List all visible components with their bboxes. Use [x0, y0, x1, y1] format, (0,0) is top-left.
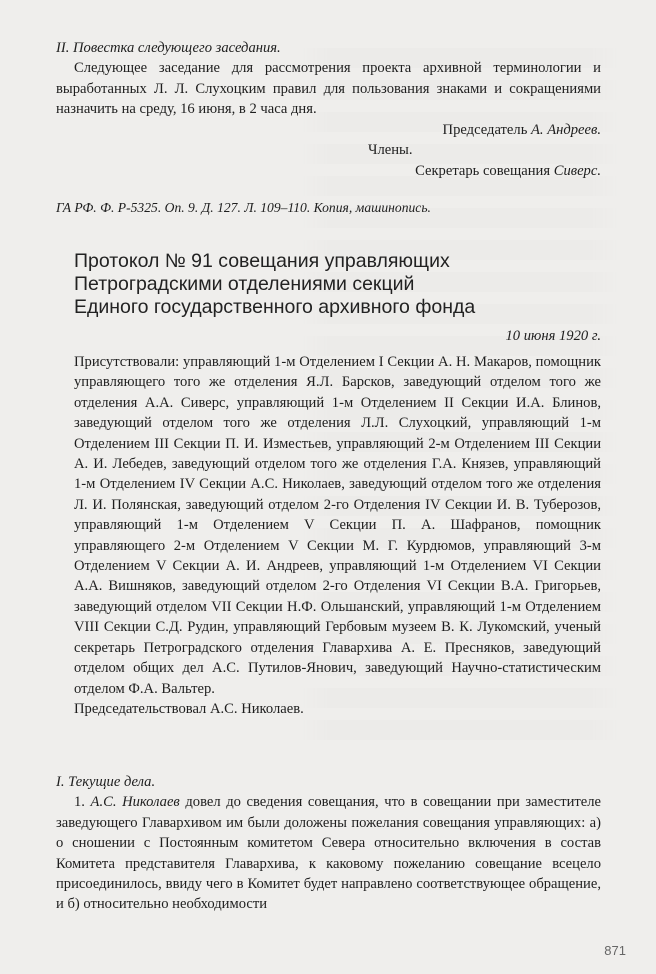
- title-line: Протокол № 91 совещания управляющих: [74, 250, 450, 272]
- chairman-line: [56, 120, 601, 140]
- agenda-section: [56, 38, 601, 120]
- protocol-body: [74, 352, 601, 719]
- protocol-date: 10 июня 1920 г.: [505, 328, 601, 344]
- secretary-prefix: Секретарь совещания: [415, 162, 551, 179]
- secretary-line: [56, 161, 601, 181]
- title-line: Петроградскими отделениями секций: [74, 273, 415, 295]
- secretary-name: Сиверс.: [553, 162, 601, 179]
- agenda-paragraph: Следующее заседание для рассмотрения проекта архивной терминологии и выработанных Л. Л. Слухоцким правил для пользования знаками и сокращениями назначить на среду, 16 июня, в 2 часа дня.: [56, 60, 601, 118]
- chairman-name: А. Андреев.: [531, 122, 601, 138]
- item-1-name: А.С. Николаев: [90, 794, 180, 811]
- item-1-number: 1.: [74, 794, 85, 811]
- item-1-text: довел до сведения совещания, что в совещании при заместителе заведующего Главархивом им были доложены пожелания совещания управляющих: а) о сношении с Постоянным комитетом Севера относительно включения в состав Комитета представителя Главархива, к каковому пожеланию совещание всецело присоединилось, ввиду чего в Комитет будет направлено соответствующее обращение, и б) относительно необходимости: [56, 794, 601, 913]
- archive-source: ГА РФ. Ф. Р-5325. Оп. 9. Д. 127. Л. 109–110. Копия, машинопись.: [56, 200, 431, 215]
- present-list: Присутствовали: управляющий 1-м Отделением I Секции А. Н. Макаров, помощник управляющего того же отделения Я.Л. Барсков, заведующий отделом того же отделения А.А. Сиверс, управляющий 1-м Отделением II Секции И.А. Блинов, заведующий отделом того же отделения Л.Л. Слухоцкий, управляющий 1-м Отделением III Секции П. И. Изместьев, управляющий 2-м Отделением III Секции А. И. Лебедев, заведующий отделом того же отделения Г.А. Князев, управляющий 1-м Отделением IV Секции А.С. Николаев, заведующий отделом того же отделения Л. И. Полянская, заведующий отделом 2-го Отделения IV Секции И. В. Туберозов, управляющий 1-м Отделением V Секции П. А. Шафранов, помощник управляющего 2-м Отделением V Секции М. Г. Курдюмов, управляющий 3-м Отделением V Секции А. И. Андреев, управляющий 1-м Отделением VI Секции А.А. Вишняков, заведующий отделом 2-го Отделения VI Секции В.А. Григорьев, заведующий отделом VII Секции Н.Ф. Ольшанский, управляющий 1-м Отделением VIII Секции С.Д. Рудин, управляющий Гербовым музеем В. К. Лукомский, ученый секретарь Петроградского отделения Главархива А. Е. Пресняков, заведующий отделом общих дел А.С. Путилов-Янович, заведующий Научно-статистическим отделом Ф.А. Вальтер.: [74, 354, 601, 697]
- members-line: Члены.: [368, 142, 413, 159]
- title-line: Единого государственного архивного фонда: [74, 296, 476, 318]
- current-heading: I. Текущие дела.: [56, 774, 156, 790]
- item-1-paragraph: [56, 792, 601, 914]
- agenda-heading: II. Повестка следующего заседания.: [56, 40, 281, 56]
- chairman-prefix: Председатель: [442, 122, 528, 138]
- protocol-title: [74, 250, 514, 319]
- current-business: [56, 772, 601, 915]
- presided-line: Председательствовал А.С. Николаев.: [74, 700, 304, 717]
- page-number: 871: [604, 943, 626, 958]
- signatures-block: [56, 120, 601, 181]
